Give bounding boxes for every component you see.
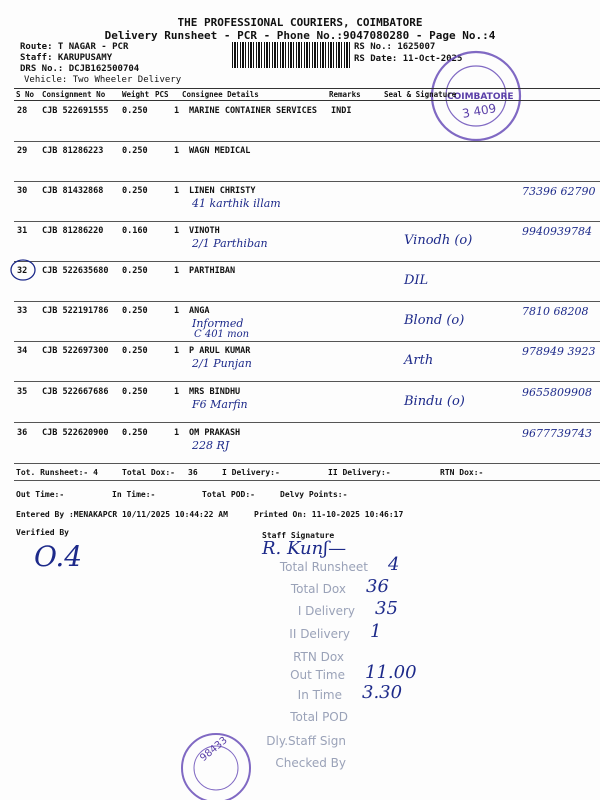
- row-consignee: PARTHIBAN: [189, 266, 236, 276]
- vehicle: Vehicle: Two Wheeler Delivery: [24, 75, 182, 85]
- in-time: In Time:-: [112, 490, 156, 499]
- row-phone-handwritten: 9940939784: [522, 225, 592, 238]
- row-consignee: LINEN CHRISTY: [189, 186, 256, 196]
- staff-sign-scribble: R. Kunʃ—: [262, 538, 347, 559]
- row-consignee: P ARUL KUMAR: [189, 346, 251, 356]
- stamp-bottom-number: 98433: [198, 735, 230, 764]
- stamp-overlay-label: Checked By: [275, 756, 346, 770]
- row-weight: 0.250: [122, 266, 148, 276]
- row-pcs: 1: [174, 387, 180, 397]
- row-handwritten-address: 228 RJ: [192, 439, 230, 452]
- row-phone-handwritten: 73396 62790: [522, 185, 596, 198]
- col-consignment: Consignment No: [42, 90, 106, 99]
- row-sno: 28: [17, 106, 28, 116]
- row-sno: 30: [17, 186, 28, 196]
- row-handwritten-address: 41 karthik illam: [192, 197, 281, 210]
- row-handwritten-address: 2/1 Punjan: [192, 357, 252, 370]
- stamp-overlay-label: I Delivery: [297, 604, 355, 618]
- row-consignment: CJB 81432868: [42, 186, 104, 196]
- row-weight: 0.250: [122, 428, 148, 438]
- col-details: Consignee Details: [182, 90, 259, 99]
- row-consignment: CJB 522667686: [42, 387, 109, 397]
- row-consignment: CJB 81286220: [42, 226, 104, 236]
- stamp-overlay-label: Total Runsheet: [279, 560, 368, 574]
- stamp-overlay-label: Dly.Staff Sign: [266, 734, 346, 748]
- stamp-overlay-label: RTN Dox: [293, 650, 344, 664]
- row-consignee: WAGN MEDICAL: [189, 146, 251, 156]
- table-row: [14, 101, 600, 142]
- table-header: [14, 88, 600, 101]
- row-consignment: CJB 522691555: [42, 106, 109, 116]
- row-pcs: 1: [174, 226, 180, 236]
- company-title: THE PROFESSIONAL COURIERS, COIMBATORE: [177, 16, 423, 29]
- row-consignment: CJB 522620900: [42, 428, 109, 438]
- row-remarks: INDI: [331, 106, 352, 116]
- row-weight: 0.160: [122, 226, 148, 236]
- row-handwritten-note: C 401 mon: [194, 329, 250, 340]
- stamp-overlay-label: Out Time: [290, 668, 345, 682]
- stamp-top-text: COIMBATORE: [447, 92, 514, 102]
- col-weight: Weight: [122, 90, 150, 99]
- stamp-overlay-value: 11.00: [365, 662, 417, 683]
- tot-runsheet: Tot. Runsheet:- 4: [16, 468, 98, 477]
- stamp-overlay-value: 4: [388, 554, 400, 575]
- row-handwritten-address: 2/1 Parthiban: [192, 237, 268, 250]
- entered-by: Entered By :MENAKAPCR 10/11/2025 10:44:22 AM: [16, 510, 228, 519]
- col-pcs: PCS: [155, 90, 169, 99]
- table-row: [14, 423, 600, 464]
- row-signature: Arth: [404, 353, 434, 368]
- row-sno: 31: [17, 226, 28, 236]
- stamp-overlay-label: II Delivery: [289, 627, 350, 641]
- row-consignee: OM PRAKASH: [189, 428, 241, 438]
- row-consignment: CJB 522697300: [42, 346, 109, 356]
- out-time: Out Time:-: [16, 490, 65, 499]
- row-phone-handwritten: 7810 68208: [522, 305, 589, 318]
- table-row: [14, 141, 600, 182]
- row-sno: 29: [17, 146, 28, 156]
- row-pcs: 1: [174, 106, 180, 116]
- row-sno: 32: [17, 266, 28, 276]
- row-consignee: ANGA: [189, 306, 210, 316]
- row-handwritten-address: Informed: [192, 317, 244, 330]
- route: Route: T NAGAR - PCR: [20, 42, 129, 52]
- stamp-overlay-value: 1: [370, 621, 382, 642]
- stamp-overlay-label: Total Dox: [290, 582, 346, 596]
- staff-signature: Staff Signature: [262, 531, 335, 540]
- row-sno: 36: [17, 428, 28, 438]
- staff: Staff: KARUPUSAMY: [20, 53, 113, 63]
- row-signature: Blond (o): [404, 313, 465, 328]
- row-signature: Bindu (o): [404, 394, 465, 409]
- runsheet-subtitle: Delivery Runsheet - PCR - Phone No.:9047080280 - Page No.:4: [104, 29, 496, 42]
- row-pcs: 1: [174, 186, 180, 196]
- verified-signature: O.4: [34, 540, 83, 573]
- table-row: [14, 221, 600, 262]
- total-dox-value: 36: [188, 468, 198, 477]
- row-consignee: VINOTH: [189, 226, 220, 236]
- verified-by: Verified By: [16, 528, 69, 537]
- table-row: [14, 382, 600, 423]
- row-handwritten-address: F6 Marfin: [192, 398, 248, 411]
- row-pcs: 1: [174, 306, 180, 316]
- total-pod: Total POD:-: [202, 490, 255, 499]
- row-sno: 33: [17, 306, 28, 316]
- rtn-dox: RTN Dox:-: [440, 468, 484, 477]
- table-row: [14, 181, 600, 222]
- row-phone-handwritten: 9677739743: [522, 427, 592, 440]
- delvy-points: Delvy Points:-: [280, 490, 348, 499]
- row-weight: 0.250: [122, 106, 148, 116]
- stamp-overlay-value: 3.30: [362, 682, 403, 703]
- row-consignment: CJB 522191786: [42, 306, 109, 316]
- rs-no: RS No.: 1625007: [354, 42, 436, 52]
- row-pcs: 1: [174, 428, 180, 438]
- row-consignment: CJB 522635680: [42, 266, 109, 276]
- row-pcs: 1: [174, 346, 180, 356]
- row-weight: 0.250: [122, 346, 148, 356]
- row-pcs: 1: [174, 146, 180, 156]
- row-weight: 0.250: [122, 387, 148, 397]
- row-weight: 0.250: [122, 186, 148, 196]
- stamp-overlay-value: 36: [366, 576, 389, 597]
- col-seal: Seal & Signature: [384, 90, 457, 99]
- row-sno: 35: [17, 387, 28, 397]
- stamp-overlay-value: 35: [375, 598, 398, 619]
- barcode: [232, 42, 352, 68]
- row-consignee: MRS BINDHU: [189, 387, 241, 397]
- row-consignee: MARINE CONTAINER SERVICES: [189, 106, 317, 116]
- total-dox-label: Total Dox:-: [122, 468, 175, 477]
- table-row: [14, 301, 600, 342]
- row-signature: DIL: [404, 273, 429, 288]
- row-sno: 34: [17, 346, 28, 356]
- col-sno: S No: [16, 90, 35, 99]
- row-weight: 0.250: [122, 146, 148, 156]
- table-row: [14, 261, 600, 302]
- row-phone-handwritten: 9655809908: [522, 386, 592, 399]
- rs-date: RS Date: 11-Oct-2025: [354, 54, 463, 64]
- i-delivery: I Delivery:-: [222, 468, 280, 477]
- row-weight: 0.250: [122, 306, 148, 316]
- drs-no: DRS No.: DCJB162500704: [20, 64, 140, 74]
- stamp-top-number: 3 409: [461, 101, 498, 121]
- printed-on: Printed On: 11-10-2025 10:46:17: [254, 510, 404, 519]
- table-row: [14, 341, 600, 382]
- col-remarks: Remarks: [329, 90, 361, 99]
- ii-delivery: II Delivery:-: [328, 468, 391, 477]
- stamp-overlay-label: In Time: [297, 688, 342, 702]
- row-pcs: 1: [174, 266, 180, 276]
- row-phone-handwritten: 978949 3923: [522, 345, 596, 358]
- row-signature: Vinodh (o): [404, 233, 473, 248]
- row-32-circle-mark: [8, 257, 38, 283]
- stamp-overlay-label: Total POD: [290, 710, 348, 724]
- row-consignment: CJB 81286223: [42, 146, 104, 156]
